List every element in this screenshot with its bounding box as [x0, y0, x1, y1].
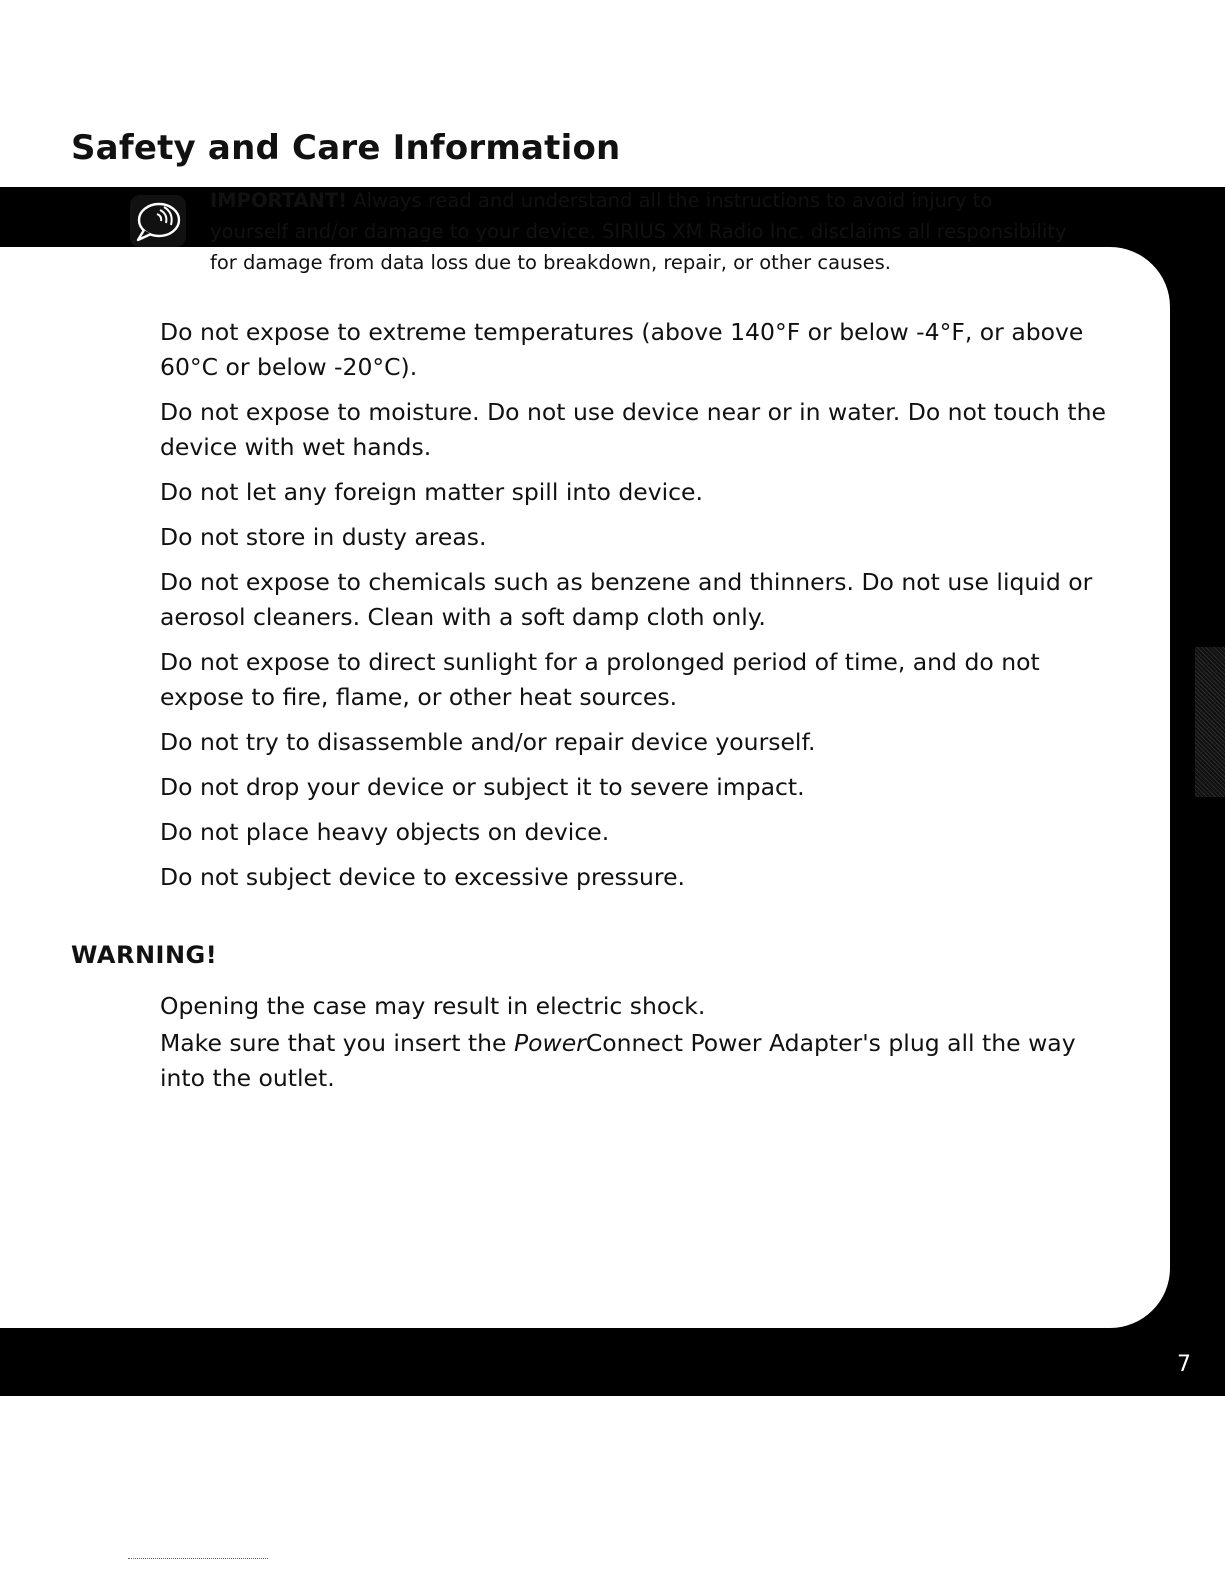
warning-item-text: Make sure that you insert the: [160, 1029, 514, 1057]
care-item: Do not drop your device or subject it to severe impact.: [160, 773, 805, 801]
care-item: Do not subject device to excessive pressure.: [160, 863, 686, 891]
important-text: Always read and understand all the instructions to avoid injury to yourself and/or damage to your device. SIRIUS XM Radio Inc. disclaims all responsibility for damage from data loss due to breakdown, repair, or other causes.: [210, 189, 1067, 274]
warning-item: Opening the case may result in electric shock.: [160, 992, 706, 1020]
care-item: Do not expose to extreme temperatures (above 140°F or below -4°F, or above 60°C or below -20°C).: [160, 318, 1084, 381]
page-title: Safety and Care Information: [71, 128, 621, 168]
warning-list: [160, 989, 1120, 1098]
care-item: Do not expose to direct sunlight for a prolonged period of time, and do not expose to fire, flame, or other heat sources.: [160, 648, 1040, 711]
page-number: 7: [1177, 1352, 1191, 1377]
powerconnect-brand: Power: [513, 1029, 586, 1057]
care-item: Do not expose to chemicals such as benzene and thinners. Do not use liquid or aerosol cleaners. Clean with a soft damp cloth only.: [160, 568, 1093, 631]
speech-bubble-icon: [130, 193, 186, 249]
care-item: Do not try to disassemble and/or repair device yourself.: [160, 728, 816, 756]
care-item: Do not store in dusty areas.: [160, 523, 487, 551]
warning-item-text: Connect Power Adapter's plug all the way into the outlet.: [160, 1029, 1076, 1092]
care-item: Do not expose to moisture. Do not use device near or in water. Do not touch the device with wet hands.: [160, 398, 1106, 461]
scan-artifact-line: [128, 1558, 268, 1559]
important-notice: [210, 185, 1070, 278]
care-list: [160, 315, 1120, 905]
care-item: Do not let any foreign matter spill into device.: [160, 478, 703, 506]
warning-item: [160, 1026, 1120, 1096]
scan-speckle: [1195, 647, 1225, 797]
warning-heading: WARNING!: [71, 941, 218, 969]
important-label: IMPORTANT!: [210, 189, 348, 212]
care-item: Do not place heavy objects on device.: [160, 818, 610, 846]
